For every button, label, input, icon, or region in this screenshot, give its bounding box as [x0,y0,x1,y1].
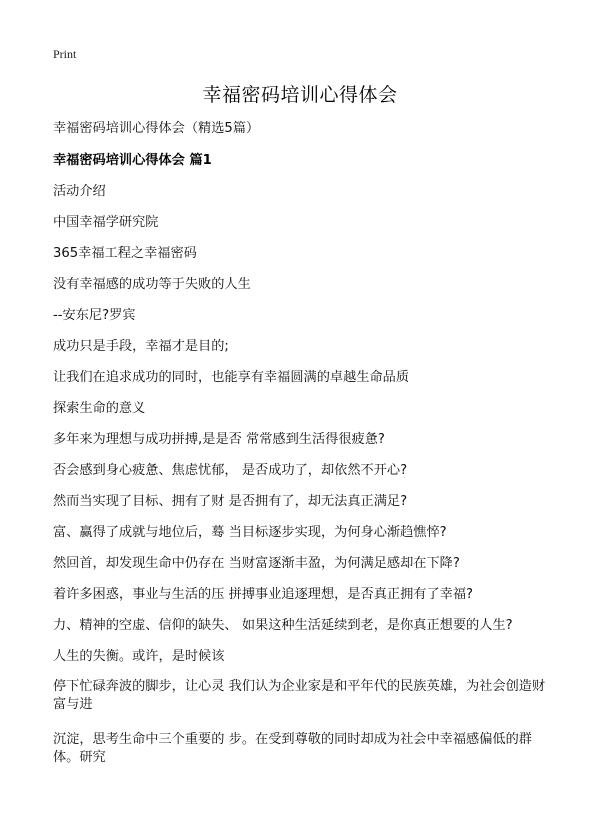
document-title: 幸福密码培训心得体会 [202,84,398,106]
paragraph: 中国幸福学研究院 [53,215,159,230]
paragraph: 然回首，却发现生命中仍存在 当财富逐渐丰盈，为何满足感却在下降? [53,556,460,571]
paragraph: 否会感到身心疲惫、焦虑忧郁， 是否成功了，却依然不开心? [53,463,408,478]
paragraph: 然而当实现了目标、拥有了财 是否拥有了，却无法真正满足? [53,494,408,509]
paragraph: 富、赢得了成就与地位后，蓦 当目标逐步实现，为何身心渐趋憔悴? [53,525,447,540]
paragraph: 让我们在追求成功的同时，也能享有幸福圆满的卓越生命品质 [53,370,410,385]
section-heading: 幸福密码培训心得体会 篇1 [53,153,212,168]
document-subtitle: 幸福密码培训心得体会（精选5篇） [53,121,260,136]
paragraph: 没有幸福感的成功等于失败的人生 [53,277,251,292]
paragraph: 着许多困惑，事业与生活的压 拼搏事业追逐理想，是否真正拥有了幸福? [53,587,474,602]
paragraph: 力、精神的空虚、信仰的缺失、 如果这种生活延续到老，是你真正想要的人生? [53,618,513,633]
paragraph: 人生的失衡。或许，是时候该 [53,649,225,664]
paragraph: 沉淀，思考生命中三个重要的 步。在受到尊敬的同时却成为社会中幸福感偏低的群体。研究 [53,732,532,765]
paragraph: 活动介绍 [53,184,106,199]
paragraph: 365幸福工程之幸福密码 [53,246,197,261]
paragraph: 多年来为理想与成功拼搏,是是否 常常感到生活得很疲惫? [53,432,385,447]
paragraph: 成功只是手段，幸福才是目的; [53,339,229,354]
paragraph: --安东尼?罗宾 [53,308,136,323]
print-label[interactable]: Print [53,47,77,61]
paragraph: 探索生命的意义 [53,401,146,416]
paragraph: 停下忙碌奔波的脚步，让心灵 我们认为企业家是和平年代的民族英雄，为社会创造财富与进 [53,679,546,712]
